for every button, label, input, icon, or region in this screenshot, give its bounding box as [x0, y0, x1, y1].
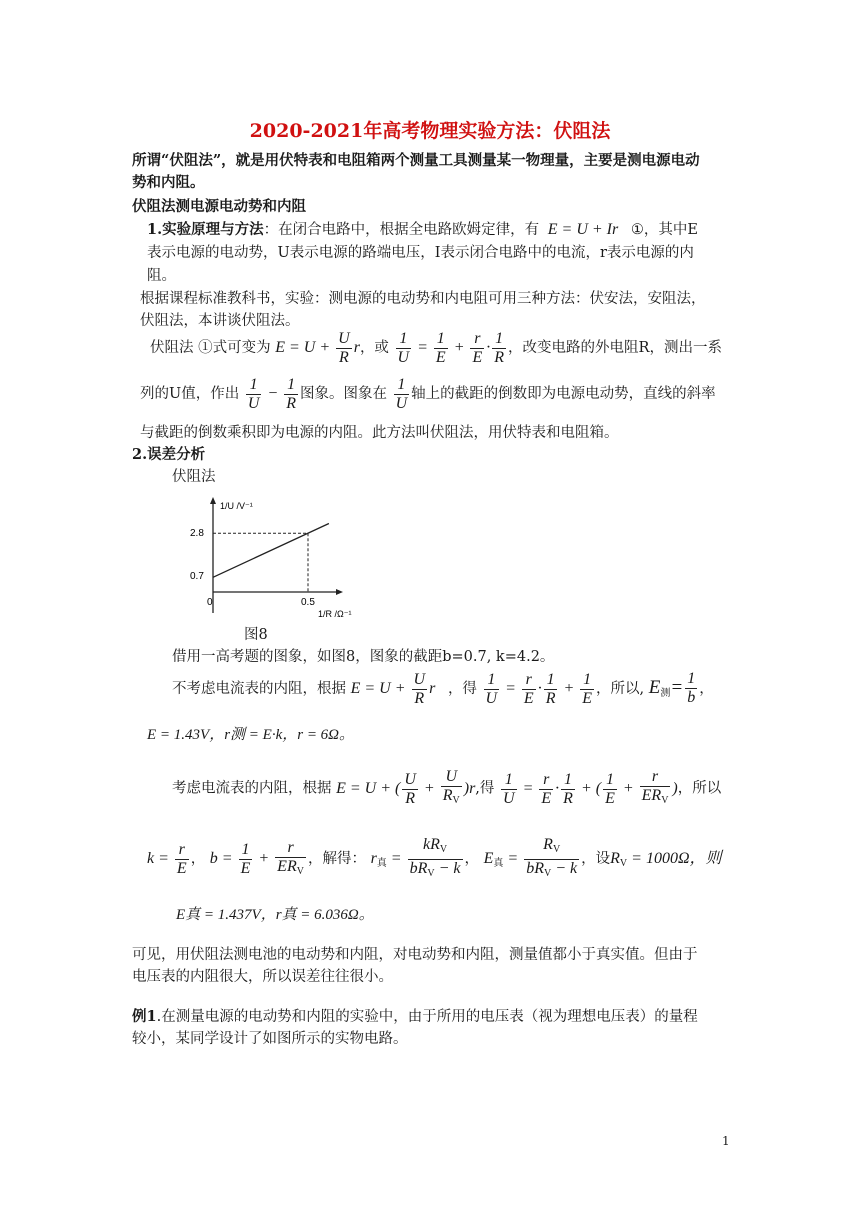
text: 图象。图象在 — [299, 386, 387, 403]
principle-line-5: 伏阻法，本讲谈伏阻法。 — [140, 313, 300, 329]
text: ，改变电路的外电阻R，测出一系 — [508, 340, 722, 357]
text: ，得 — [447, 680, 477, 697]
text: ,得 — [475, 780, 495, 797]
formula-reciprocal-2: $\frac{1}{U}$ = $\frac{r}{E}$ · $\frac{1}{R}$ + $\frac{1}{E}$ — [485, 670, 593, 707]
error-line-4 — [172, 768, 721, 810]
conclusion-line-1: 可见，用伏阻法测电池的电动势和内阻，对电动势和内阻，测量值都小于真实值。但由于 — [132, 947, 698, 963]
error-analysis-sub: 伏阻法 — [172, 469, 216, 485]
figure-caption: 图8 — [244, 627, 268, 643]
principle-label: 1.实验原理与方法 — [147, 221, 264, 238]
conclusion-line-2: 电压表的内阻很大，所以误差往往很小。 — [132, 969, 393, 985]
principle-text-end: ①，其中E — [630, 222, 698, 238]
formula-plot: $\frac{1}{U}$ − $\frac{1}{R}$ — [247, 376, 296, 412]
text: ，所以, — [596, 680, 645, 697]
y-axis-arrow — [210, 497, 216, 504]
ohm-law-formula: E = U + Ir — [547, 221, 619, 238]
formula-k: k = $\frac{r}{E}$ — [147, 841, 187, 877]
error-line-5: k = $\frac{r}{E}$ ， b = $\frac{1}{E}$ + $\frac{r}{ER_V}$ ，解得： $r_真$ = $\frac{kR_V}{bR_V - k}$ ， $E_真$ = $\frac{R_V}{bR_V - k}$ ，设$R_V = 1000\Omega$，则 — [147, 836, 722, 879]
x-tick-0-5: 0.5 — [301, 597, 315, 608]
example-1-label: 例1 — [132, 1008, 157, 1025]
formula-reciprocal-rv: $\frac{1}{U}$ = $\frac{r}{E}$ · $\frac{1}{R}$ + ( $\frac{1}{E}$ + $\frac{r}{ER_V}$ ) — [503, 768, 678, 807]
data-line — [213, 523, 329, 577]
error-line-6: E真 = 1.437V，r真 = 6.036Ω。 — [176, 907, 374, 923]
principle-text: ：在闭合电路中，根据全电路欧姆定律，有 — [263, 222, 540, 238]
example-1-line-1 — [132, 1006, 698, 1028]
formula-e-ur-2: E = U + $\frac{U}{R}$ r — [350, 670, 436, 707]
intro-line-2: 势和内阻。 — [132, 174, 205, 191]
formula-e-measured: $E_测=$ $\frac{1}{b}$ — [648, 670, 696, 706]
formula-axis: $\frac{1}{U}$ — [395, 376, 408, 412]
text: 轴上的截距的倒数即为电源电动势，直线的斜率 — [411, 386, 716, 403]
rv-symbol: $R_V$ — [610, 850, 628, 870]
principle-line-7 — [140, 376, 716, 413]
principle-line-3: 阻。 — [147, 268, 176, 284]
formula-e-true: $E_真$ = $\frac{R_V}{bR_V - k}$ — [483, 836, 578, 879]
section-heading: 伏阻法测电源电动势和内阻 — [132, 198, 306, 215]
error-line-3: E = 1.43V，r测 = E·k，r = 6Ω。 — [147, 727, 355, 743]
formula-reciprocal: $\frac{1}{U}$ = $\frac{1}{E}$ + $\frac{r}{E}$ · $\frac{1}{R}$ — [397, 330, 505, 366]
page-title: 2020-2021年高考物理实验方法：伏阻法 — [249, 120, 611, 142]
text: 列的U值，作出 — [140, 386, 240, 403]
origin-label: 0 — [207, 597, 213, 608]
rv-letter: R — [610, 850, 620, 868]
formula-b: b = $\frac{1}{E}$ + $\frac{r}{ER_V}$ — [209, 838, 304, 877]
text: 考虑电流表的内阻，根据 — [172, 780, 332, 797]
intro-line-1: 所谓“伏阻法”，就是用伏特表和电阻箱两个测量工具测量某一物理量，主要是测电源电动 — [132, 152, 700, 169]
text: ，解得： — [307, 851, 366, 868]
principle-line-6 — [150, 330, 722, 367]
principle-line-8: 与截距的倒数乘积即为电源的内阻。此方法叫伏阻法，用伏特表和电阻箱。 — [140, 425, 619, 441]
x-axis-arrow — [336, 589, 343, 595]
text: 伏阻法 ①式可变为 — [150, 340, 271, 357]
text: 不考虑电流表的内阻，根据 — [172, 680, 346, 697]
rv-value: = 1000Ω，则 — [627, 850, 722, 868]
text: ，设 — [581, 851, 611, 868]
example-1-line-2: 较小，某同学设计了如图所示的实物电路。 — [132, 1031, 408, 1047]
text: ，所以 — [677, 780, 722, 797]
y-tick-0-7: 0.7 — [190, 571, 204, 582]
principle-line-1 — [147, 219, 698, 241]
principle-line-2: 表示电源的电动势，U表示电源的路端电压，I表示闭合电路中的电流，r表示电源的内 — [147, 245, 694, 261]
y-tick-2-8: 2.8 — [190, 528, 204, 539]
formula-r-true: $r_真$ = $\frac{kR_V}{bR_V - k}$ — [370, 836, 461, 879]
error-line-2: 不考虑电流表的内阻，根据 E = U + $\frac{U}{R}$ r ，得 $\frac{1}{U}$ = $\frac{r}{E}$ · $\frac{1}{R}$ + $\frac{1}{E}$ ，所以, $E_测=$ $\frac{1}{b}$ ， — [172, 670, 714, 707]
formula-with-rv: E = U + ( $\frac{U}{R}$ + $\frac{U}{R_V}$ )r — [336, 768, 476, 807]
principle-line-4: 根据课程标准教科书，实验：测电源的电动势和内电阻可用三种方法：伏安法，安阻法， — [140, 291, 706, 307]
y-axis-label: 1/U /V⁻¹ — [220, 501, 253, 511]
x-axis-label: 1/R /Ω⁻¹ — [318, 609, 352, 619]
page-number: 1 — [722, 1134, 730, 1148]
error-line-1: 借用一高考题的图象，如图8，图象的截距b=0.7, k=4.2。 — [172, 649, 555, 665]
graph-figure-8 — [180, 495, 370, 625]
example-1-text: .在测量电源的电动势和内阻的实验中，由于所用的电压表（视为理想电压表）的量程 — [156, 1009, 698, 1025]
text: ，或 — [359, 340, 389, 357]
error-analysis-heading: 2.误差分析 — [132, 446, 206, 463]
formula-e-ur: E = U + $\frac{U}{R}$ r — [275, 330, 360, 366]
